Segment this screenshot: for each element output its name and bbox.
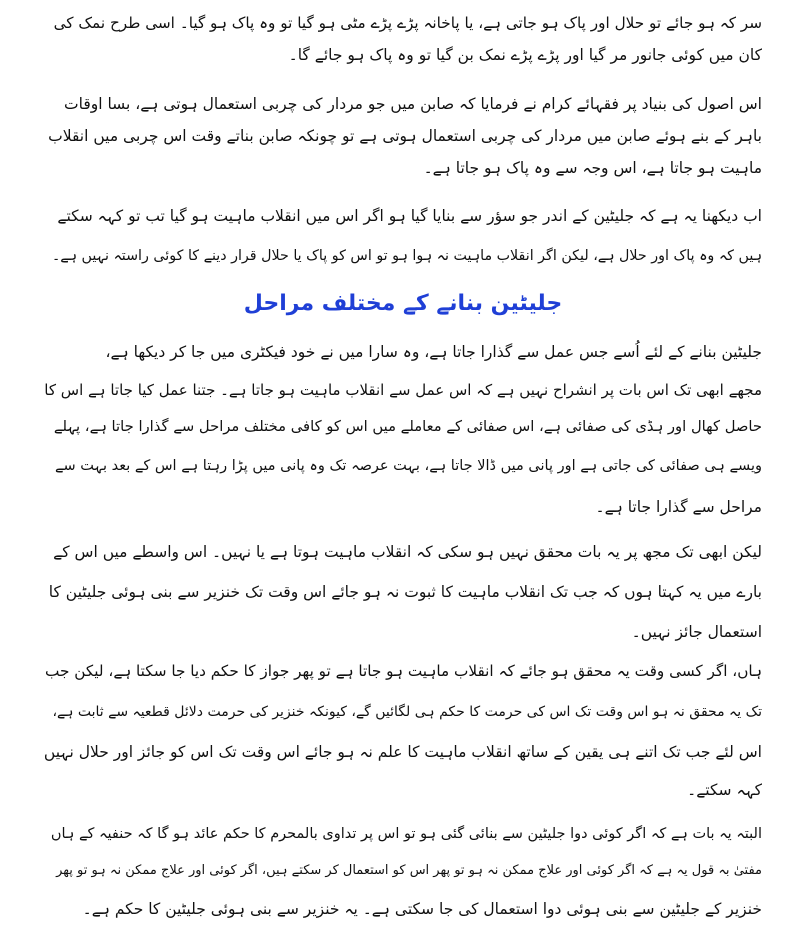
paragraph-1-line-2: کان میں کوئی جانور مر گیا اور پڑے پڑے نمک بن گیا تو وہ پاک ہو جائے گا۔ [288, 46, 762, 64]
paragraph-4-line-4: ویسے ہی صفائی کی جاتی ہے اور پانی میں ڈالا جاتا ہے، بہت عرصہ تک وہ پانی میں پڑا رہتا ہے اس کے بعد بہت سے [54, 458, 762, 474]
paragraph-6-line-4: کہہ سکتے۔ [687, 781, 762, 799]
paragraph-2-line-3: ماہیت ہو جاتا ہے، اس وجہ سے وہ پاک ہو جاتا ہے۔ [423, 159, 762, 177]
paragraph-4-line-3: حاصل کھال اور ہڈی کی صفائی ہے، اس صفائی کے معاملے میں اس کو کافی مختلف مراحل سے گذارا جاتا ہے، پہلے [53, 418, 762, 435]
paragraph-5-line-2: بارے میں یہ کہتا ہوں کہ جب تک انقلاب ماہیت کا ثبوت نہ ہو جائے اس وقت تک خنزیر سے بنی ہوئی جلیٹین کا [48, 583, 762, 601]
paragraph-3-line-2: ہیں کہ وہ پاک اور حلال ہے، لیکن اگر انقلاب ماہیت نہ ہوا ہو تو اس کو پاک یا حلال قرار دینے کا کوئی راستہ نہیں ہے۔ [51, 248, 762, 264]
paragraph-7-line-2: مفتیٰ بہ قول یہ ہے کہ اگر کوئی اور علاج ممکن نہ ہو تو پھر اس کو استعمال کر سکتے ہیں، اگر کوئی اور علاج ممکن نہ ہو تو پھر [56, 863, 762, 878]
paragraph-7-line-3: خنزیر کے جلیٹین سے بنی ہوئی دوا استعمال کی جا سکتی ہے۔ یہ خنزیر سے بنی ہوئی جلیٹین کا حکم ہے۔ [82, 900, 762, 918]
paragraph-6-line-3: اس لئے جب تک اتنے ہی یقین کے ساتھ انقلاب ماہیت کا علم نہ ہو جائے اس وقت تک اس کو جائز اور حلال نہیں [44, 743, 762, 761]
paragraph-4-line-2: مجھے ابھی تک اس بات پر انشراح نہیں ہے کہ اس عمل سے انقلاب ماہیت ہو جاتا ہے۔ جتنا عمل کیا جاتا ہے اس کا [44, 381, 762, 399]
paragraph-7-line-1: البتہ یہ بات ہے کہ اگر کوئی دوا جلیٹین سے بنائی گئی ہو تو اس پر تداوی بالمحرم کا حکم عائد ہو گا کہ حنفیہ کے ہاں [50, 826, 762, 842]
paragraph-4-line-1: جلیٹین بنانے کے لئے اُسے جس عمل سے گذارا جاتا ہے، وہ سارا میں نے خود فیکٹری میں جا کر دیکھا ہے، [105, 343, 762, 361]
paragraph-1-line-1: سر کہ ہو جائے تو حلال اور پاک ہو جاتی ہے، یا پاخانہ پڑے پڑے مٹی ہو گیا تو وہ پاک ہو گیا۔ اسی طرح نمک کی [53, 14, 762, 32]
paragraph-5-line-3: استعمال جائز نہیں۔ [631, 623, 762, 641]
paragraph-2-line-1: اس اصول کی بنیاد پر فقہائے کرام نے فرمایا کہ صابن میں جو مردار کی چربی استعمال ہوتی ہے، بسا اوقات [64, 95, 762, 113]
paragraph-4-line-5: مراحل سے گذارا جاتا ہے۔ [595, 498, 762, 516]
paragraph-2-line-2: باہر کے بنے ہوئے صابن میں مردار کی چربی استعمال ہوتی ہے تو چونکہ صابن بناتے وقت اس چربی میں انقلاب [48, 127, 762, 145]
section-heading: جلیٹین بنانے کے مختلف مراحل [243, 291, 563, 316]
paragraph-5-line-1: لیکن ابھی تک مجھ پر یہ بات محقق نہیں ہو سکی کہ انقلاب ماہیت ہوتا ہے یا نہیں۔ اس واسطے میں اس کے [53, 543, 762, 561]
paragraph-3-line-1: اب دیکھنا یہ ہے کہ جلیٹین کے اندر جو سؤر سے بنایا گیا ہو اگر اس میں انقلاب ماہیت ہو گیا تب تو کہہ سکتے [57, 207, 762, 225]
paragraph-6-line-2: تک یہ محقق نہ ہو اس وقت تک اس کی حرمت کا حکم ہی لگائیں گے، کیونکہ خنزیر کی حرمت دلائل قطعیہ سے ثابت ہے، [52, 704, 762, 720]
document-page [44, 0, 762, 928]
paragraph-6-line-1: ہاں، اگر کسی وقت یہ محقق ہو جائے کہ انقلاب ماہیت ہو جاتا ہے تو پھر جواز کا حکم دیا جا سکتا ہے، لیکن جب [45, 662, 762, 680]
